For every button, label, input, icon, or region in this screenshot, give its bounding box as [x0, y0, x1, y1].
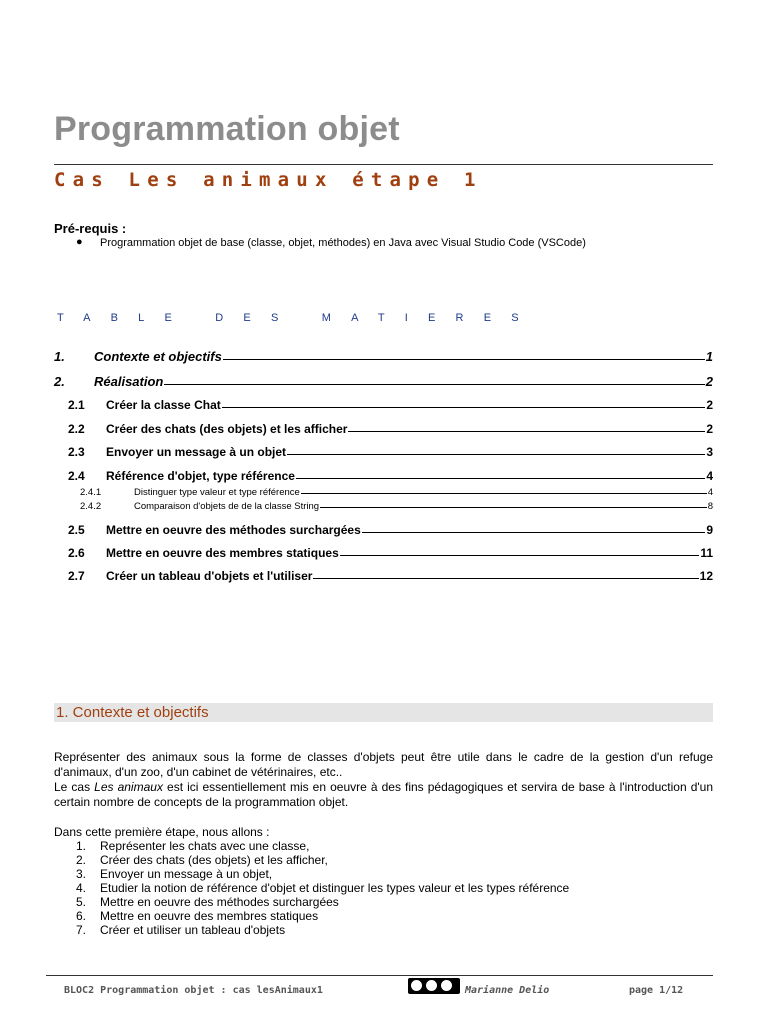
document-title: Programmation objet — [54, 110, 400, 148]
toc-entry-page: 4 — [706, 469, 713, 483]
toc-entry-label: Envoyer un message à un objet — [106, 445, 287, 459]
list-item-number: 3. — [76, 867, 87, 881]
section-heading: 1. Contexte et objectifs — [56, 704, 209, 721]
toc-entry-page: 12 — [699, 569, 713, 583]
toc-entry-page: 9 — [706, 523, 713, 537]
toc-entry-2-1[interactable] — [68, 398, 713, 412]
toc-leader — [320, 507, 707, 508]
toc-entry-2-4[interactable] — [68, 469, 713, 483]
toc-entry-label: Créer la classe Chat — [106, 398, 221, 412]
toc-entry-number: 2.2 — [68, 422, 85, 436]
list-item-number: 5. — [76, 895, 87, 909]
toc-entry-2-4-2[interactable] — [80, 501, 713, 512]
toc-entry-label: Mettre en oeuvre des membres statiques — [106, 546, 339, 560]
toc-entry-label: Réalisation — [94, 374, 164, 389]
case-paragraph-suffix: est ici essentiellement mis en oeuvre à des fins pédagogiques et servira de base à l'introduction d'un certain nombre de concepts de la programmation objet. — [54, 780, 713, 809]
toc-entry-2-4-1[interactable] — [80, 487, 713, 498]
toc-leader — [313, 578, 698, 579]
toc-entry-number: 2.6 — [68, 546, 85, 560]
toc-entry-page: 2 — [706, 398, 713, 412]
document-subtitle: Cas Les animaux étape 1 — [54, 169, 483, 191]
list-item-number: 6. — [76, 909, 87, 923]
steps-intro: Dans cette première étape, nous allons : — [54, 825, 270, 839]
toc-entry-page: 8 — [707, 501, 713, 512]
case-name: Les animaux — [94, 780, 163, 794]
list-item — [76, 909, 318, 923]
list-item — [76, 853, 328, 867]
case-paragraph — [54, 780, 713, 810]
toc-entry-page: 4 — [707, 487, 713, 498]
toc-leader — [340, 555, 700, 556]
toc-entry-number: 2.4 — [68, 469, 85, 483]
toc-entry-number: 2.5 — [68, 523, 85, 537]
toc-entry-page: 2 — [705, 374, 713, 389]
list-item — [76, 867, 272, 881]
list-item-number: 7. — [76, 923, 87, 937]
footer-course: BLOC2 Programmation objet : cas lesAnimaux1 — [64, 985, 323, 996]
toc-entry-2-3[interactable] — [68, 445, 713, 459]
toc-leader — [301, 493, 707, 494]
toc-entry-number: 2.3 — [68, 445, 85, 459]
list-item-number: 2. — [76, 853, 87, 867]
toc-heading: TABLE DES MATIERES — [57, 312, 539, 324]
title-divider — [54, 164, 713, 165]
toc-entry-number: 2.7 — [68, 569, 85, 583]
toc-entry-2-2[interactable] — [68, 422, 713, 436]
toc-leader — [362, 532, 706, 533]
list-item-text: Créer et utiliser un tableau d'objets — [100, 923, 286, 937]
toc-entry-page: 2 — [706, 422, 713, 436]
toc-entry-2-7[interactable] — [68, 569, 713, 583]
toc-entry-page: 11 — [700, 546, 713, 560]
toc-leader — [222, 407, 706, 408]
list-item-text: Mettre en oeuvre des membres statiques — [100, 909, 319, 923]
list-item-text: Envoyer un message à un objet, — [100, 867, 273, 881]
footer-author: Marianne Delio — [465, 985, 550, 996]
intro-paragraph: Représenter des animaux sous la forme de classes d'objets peut être utile dans le cadre de la gestion d'un refuge d'animaux, d'un zoo, d'un cabinet de vétérinaires, etc.. — [54, 750, 713, 779]
prerequisite-item: Programmation objet de base (classe, objet, méthodes) en Java avec Visual Studio Code (VSCode) — [100, 237, 586, 249]
toc-entry-number: 1. — [54, 349, 65, 364]
toc-entry-2[interactable] — [54, 374, 713, 389]
toc-entry-2-5[interactable] — [68, 523, 713, 537]
toc-entry-label: Comparaison d'objets de de la classe String — [134, 501, 320, 512]
toc-entry-number: 2.1 — [68, 398, 85, 412]
toc-entry-label: Référence d'objet, type référence — [106, 469, 295, 483]
prerequisites-heading: Pré-requis : — [54, 221, 127, 236]
list-item-number: 4. — [76, 881, 87, 895]
list-item — [76, 881, 569, 895]
toc-entry-2-6[interactable] — [68, 546, 713, 560]
list-item-text: Créer des chats (des objets) et les afficher, — [100, 853, 328, 867]
toc-leader — [164, 384, 704, 385]
toc-entry-1[interactable] — [54, 349, 713, 364]
toc-leader — [348, 431, 705, 432]
toc-entry-label: Mettre en oeuvre des méthodes surchargées — [106, 523, 361, 537]
toc-leader — [223, 359, 705, 360]
toc-leader — [287, 454, 705, 455]
list-item — [76, 839, 309, 853]
bullet-icon: ● — [76, 236, 83, 248]
toc-entry-number: 2. — [54, 374, 65, 389]
creative-commons-icon — [408, 978, 460, 994]
toc-entry-number: 2.4.2 — [80, 501, 102, 512]
toc-entry-label: Créer des chats (des objets) et les afficher — [106, 422, 348, 436]
toc-entry-number: 2.4.1 — [80, 487, 102, 498]
toc-entry-label: Contexte et objectifs — [94, 349, 222, 364]
list-item-text: Représenter les chats avec une classe, — [100, 839, 310, 853]
list-item-text: Mettre en oeuvre des méthodes surchargées — [100, 895, 339, 909]
list-item-text: Etudier la notion de référence d'objet et distinguer les types valeur et les types référence — [100, 881, 570, 895]
footer-page-number: page 1/12 — [629, 985, 684, 996]
toc-entry-label: Créer un tableau d'objets et l'utiliser — [106, 569, 313, 583]
toc-entry-label: Distinguer type valeur et type référence — [134, 487, 300, 498]
toc-entry-page: 1 — [705, 349, 713, 364]
toc-leader — [296, 478, 705, 479]
list-item-number: 1. — [76, 839, 87, 853]
case-paragraph-prefix: Le cas — [54, 780, 95, 794]
list-item — [76, 895, 339, 909]
toc-entry-page: 3 — [706, 445, 713, 459]
list-item — [76, 923, 285, 937]
footer-divider — [46, 975, 713, 976]
